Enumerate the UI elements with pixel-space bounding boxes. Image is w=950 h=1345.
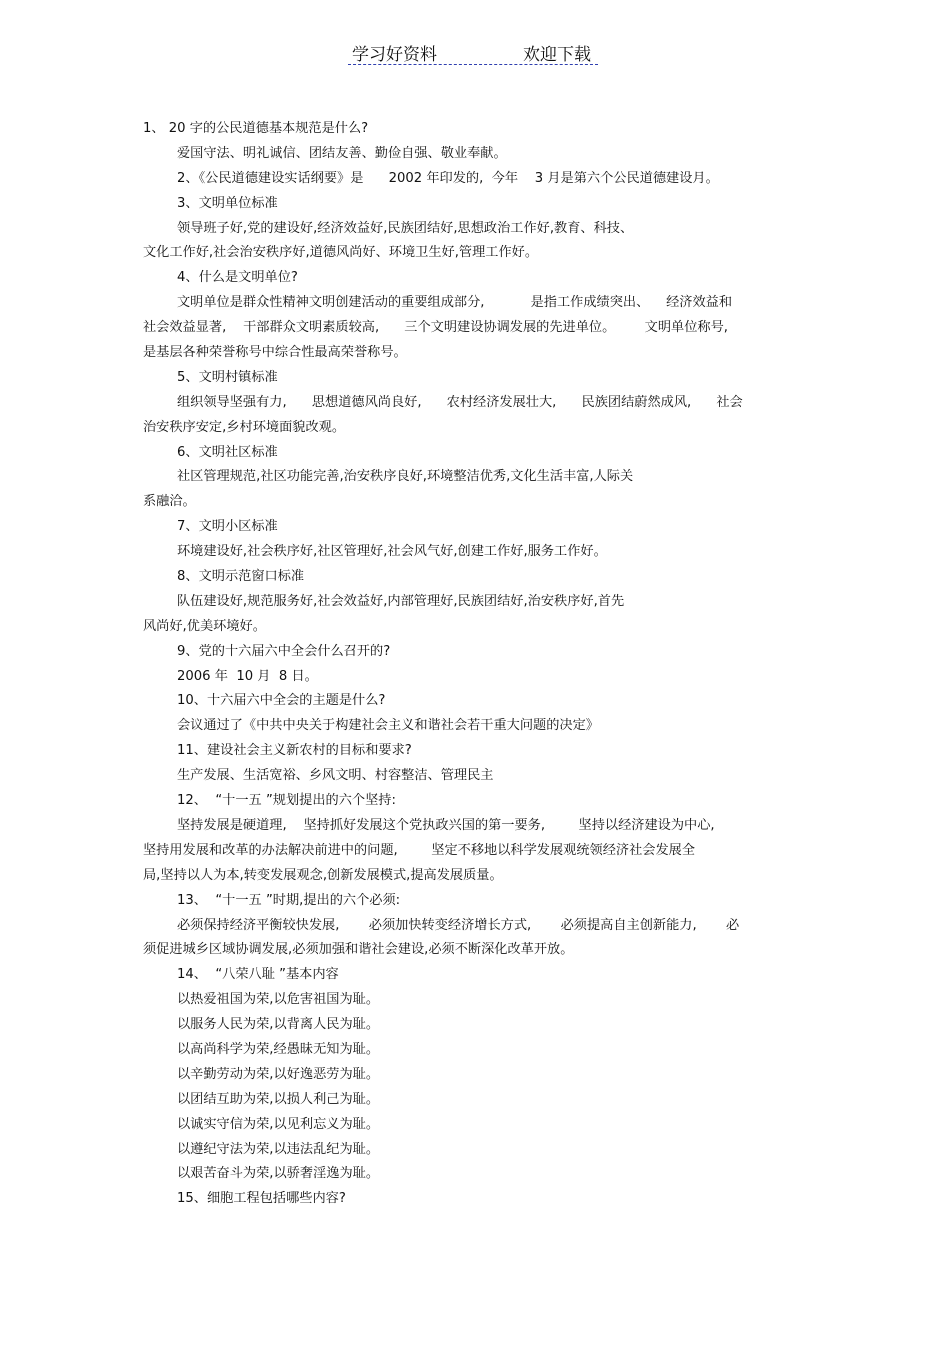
header-dashed-rule xyxy=(348,64,598,65)
text-line: 以高尚科学为荣,经愚昧无知为耻。 xyxy=(177,1041,380,1057)
text-line: 1、 20 字的公民道德基本规范是什么? xyxy=(143,121,369,136)
text-line: 以服务人民为荣,以背离人民为耻。 xyxy=(177,1017,380,1033)
text-line: 15、细胞工程包括哪些内容? xyxy=(177,1191,346,1207)
text-line: 组织领导坚强有力, 思想道德风尚良好, 农村经济发展壮大, 民族团结蔚然成风, 社会 xyxy=(177,394,743,410)
text-line: 9、党的十六届六中全会什么召开的? xyxy=(177,643,391,659)
text-line: 14、 “八荣八耻 ”基本内容 xyxy=(177,967,339,983)
text-line: 是基层各种荣誉称号中综合性最高荣誉称号。 xyxy=(143,345,407,361)
text-line: 局,坚持以人为本,转变发展观念,创新发展模式,提高发展质量。 xyxy=(143,867,503,883)
text-line: 坚持用发展和改革的办法解决前进中的问题, 坚定不移地以科学发展观统领经济社会发展全 xyxy=(143,842,696,858)
text-line: 以艰苦奋斗为荣,以骄奢淫逸为耻。 xyxy=(177,1166,380,1182)
text-line: 以辛勤劳动为荣,以好逸恶劳为耻。 xyxy=(177,1066,380,1082)
text-line: 治安秩序安定,乡村环境面貌改观。 xyxy=(143,419,346,435)
text-line: 12、 “十一五 ”规划提出的六个坚持: xyxy=(177,793,396,809)
text-line: 以团结互助为荣,以损人利己为耻。 xyxy=(177,1091,380,1107)
text-line: 生产发展、生活宽裕、乡风文明、村容整洁、管理民主 xyxy=(177,768,494,784)
text-line: 坚持发展是硬道理, 坚持抓好发展这个党执政兴国的第一要务, 坚持以经济建设为中心, xyxy=(177,817,715,833)
text-line: 必须保持经济平衡较快发展, 必须加快转变经济增长方式, 必须提高自主创新能力, 必 xyxy=(177,917,740,933)
text-line: 社区管理规范,社区功能完善,治安秩序良好,环境整洁优秀,文化生活丰富,人际关 xyxy=(177,469,634,485)
text-line: 3、文明单位标准 xyxy=(177,195,278,211)
text-line: 须促进城乡区域协调发展,必须加强和谐社会建设,必须不断深化改革开放。 xyxy=(143,942,574,958)
text-line: 以热爱祖国为荣,以危害祖国为耻。 xyxy=(177,992,380,1008)
text-line: 2、《公民道德建设实话纲要》是 2002 年印发的, 今年 3 月是第六个公民道德建设月。 xyxy=(177,170,719,186)
text-line: 领导班子好,党的建设好,经济效益好,民族团结好,思想政治工作好,教育、科技、 xyxy=(177,220,634,236)
text-line: 2006 年 10 月 8 日。 xyxy=(177,668,318,684)
text-line: 以遵纪守法为荣,以违法乱纪为耻。 xyxy=(177,1141,380,1157)
text-line: 11、建设社会主义新农村的目标和要求? xyxy=(177,743,412,759)
text-line: 4、什么是文明单位? xyxy=(177,270,298,286)
page-header xyxy=(0,40,950,70)
text-line: 系融洽。 xyxy=(143,494,196,510)
text-line: 文明单位是群众性精神文明创建活动的重要组成部分, 是指工作成绩突出、 经济效益和 xyxy=(177,295,733,311)
text-line: 8、文明示范窗口标准 xyxy=(177,569,305,585)
text-line: 环境建设好,社会秩序好,社区管理好,社会风气好,创建工作好,服务工作好。 xyxy=(177,544,607,560)
text-line: 队伍建设好,规范服务好,社会效益好,内部管理好,民族团结好,治安秩序好,首先 xyxy=(177,593,625,609)
header-right-text: 欢迎下载 xyxy=(523,45,591,65)
text-line: 会议通过了《中共中央关于构建社会主义和谐社会若干重大问题的决定》 xyxy=(177,718,599,734)
text-line: 社会效益显著, 干部群众文明素质较高, 三个文明建设协调发展的先进单位。 文明单位称号, xyxy=(143,320,728,336)
document-body xyxy=(143,117,813,1212)
text-line: 风尚好,优美环境好。 xyxy=(143,618,266,634)
text-line: 10、十六届六中全会的主题是什么? xyxy=(177,693,386,709)
text-line: 5、文明村镇标准 xyxy=(177,369,278,385)
text-line: 以诚实守信为荣,以见利忘义为耻。 xyxy=(177,1116,380,1132)
text-line: 爱国守法、明礼诚信、团结友善、勤俭自强、敬业奉献。 xyxy=(177,145,507,161)
text-line: 13、 “十一五 ”时期,提出的六个必须: xyxy=(177,892,401,908)
text-line: 文化工作好,社会治安秩序好,道德风尚好、环境卫生好,管理工作好。 xyxy=(143,245,539,261)
header-left-text: 学习好资料 xyxy=(352,45,437,65)
text-line: 7、文明小区标准 xyxy=(177,519,278,535)
text-line: 6、文明社区标准 xyxy=(177,444,278,460)
